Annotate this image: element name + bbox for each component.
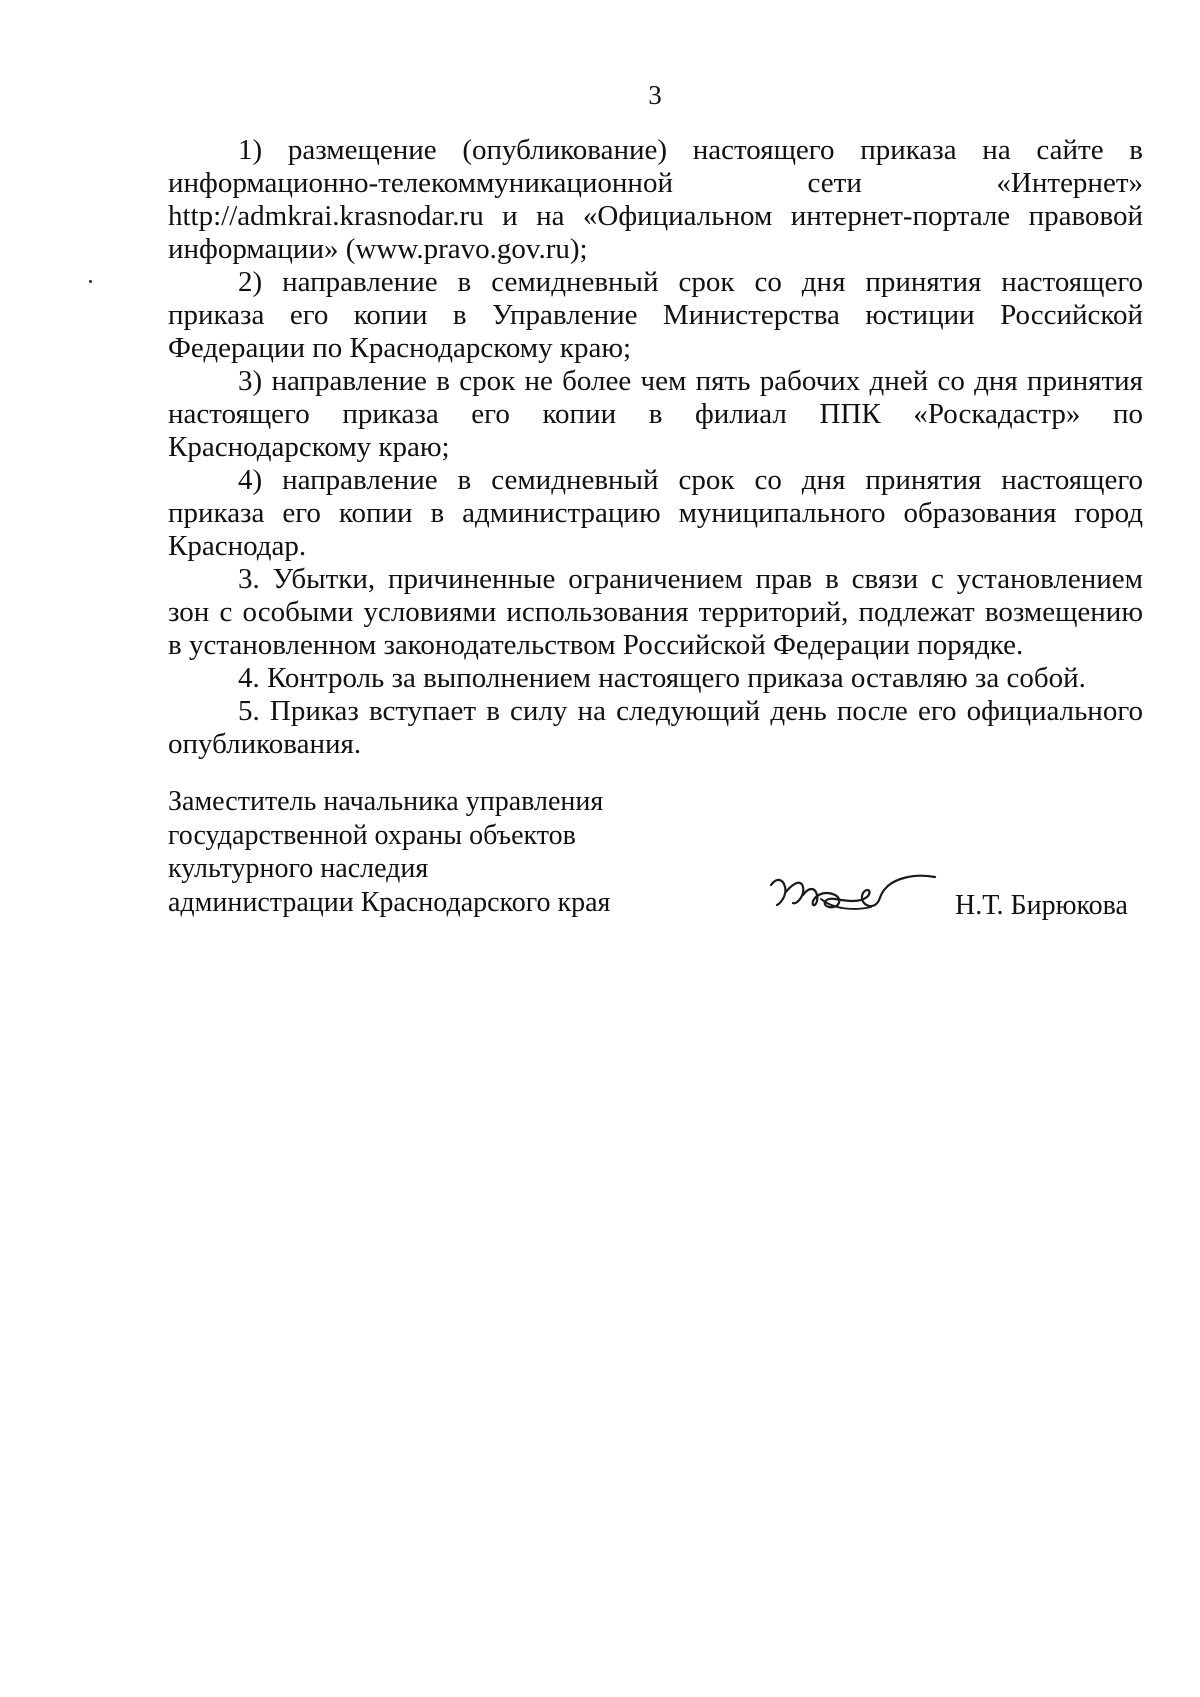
paragraph-clause-5: 5. Приказ вступает в силу на следующий день после его официального опубликования. [168, 695, 1143, 760]
signatory-position [168, 785, 610, 919]
document-body [168, 134, 1143, 761]
handwritten-signature [763, 865, 943, 925]
paragraph-item-2: 2) направление в семидневный срок со дня принятия настоящего приказа его копии в Управление Министерства юстиции Российской Федерации по Краснодарскому краю; [168, 266, 1143, 364]
scan-speck [89, 280, 92, 283]
position-line-3: культурного наследия [168, 853, 429, 884]
paragraph-clause-4: 4. Контроль за выполнением настоящего приказа оставляю за собой. [238, 662, 1086, 694]
position-line-4: администрации Краснодарского края [168, 886, 611, 918]
paragraph-item-3: 3) направление в срок не более чем пять рабочих дней со дня принятия настоящего приказа его копии в филиал ППК «Роскадастр» по Краснодарскому краю; [168, 365, 1143, 463]
position-line-1: Заместитель начальника управления [168, 786, 604, 817]
paragraph-item-1: 1) размещение (опубликование) настоящего приказа на сайте в информационно-телекоммуникационной сети «Интернет» http://admkrai.krasnodar.ru и на «Официальном интернет-портале правовой информации» (www.pravo.gov.ru); [168, 134, 1143, 265]
position-line-2: государственной охраны объектов [168, 819, 576, 851]
page-number: 3 [648, 80, 662, 110]
paragraph-clause-3: 3. Убытки, причиненные ограничением прав в связи с установлением зон с особыми условиями использования территорий, подлежат возмещению в установленном законодательством Российской Федерации порядке. [168, 563, 1143, 661]
signer-name: Н.Т. Бирюкова [955, 890, 1128, 921]
paragraph-item-4: 4) направление в семидневный срок со дня принятия настоящего приказа его копии в администрацию муниципального образования город Краснодар. [168, 464, 1143, 562]
